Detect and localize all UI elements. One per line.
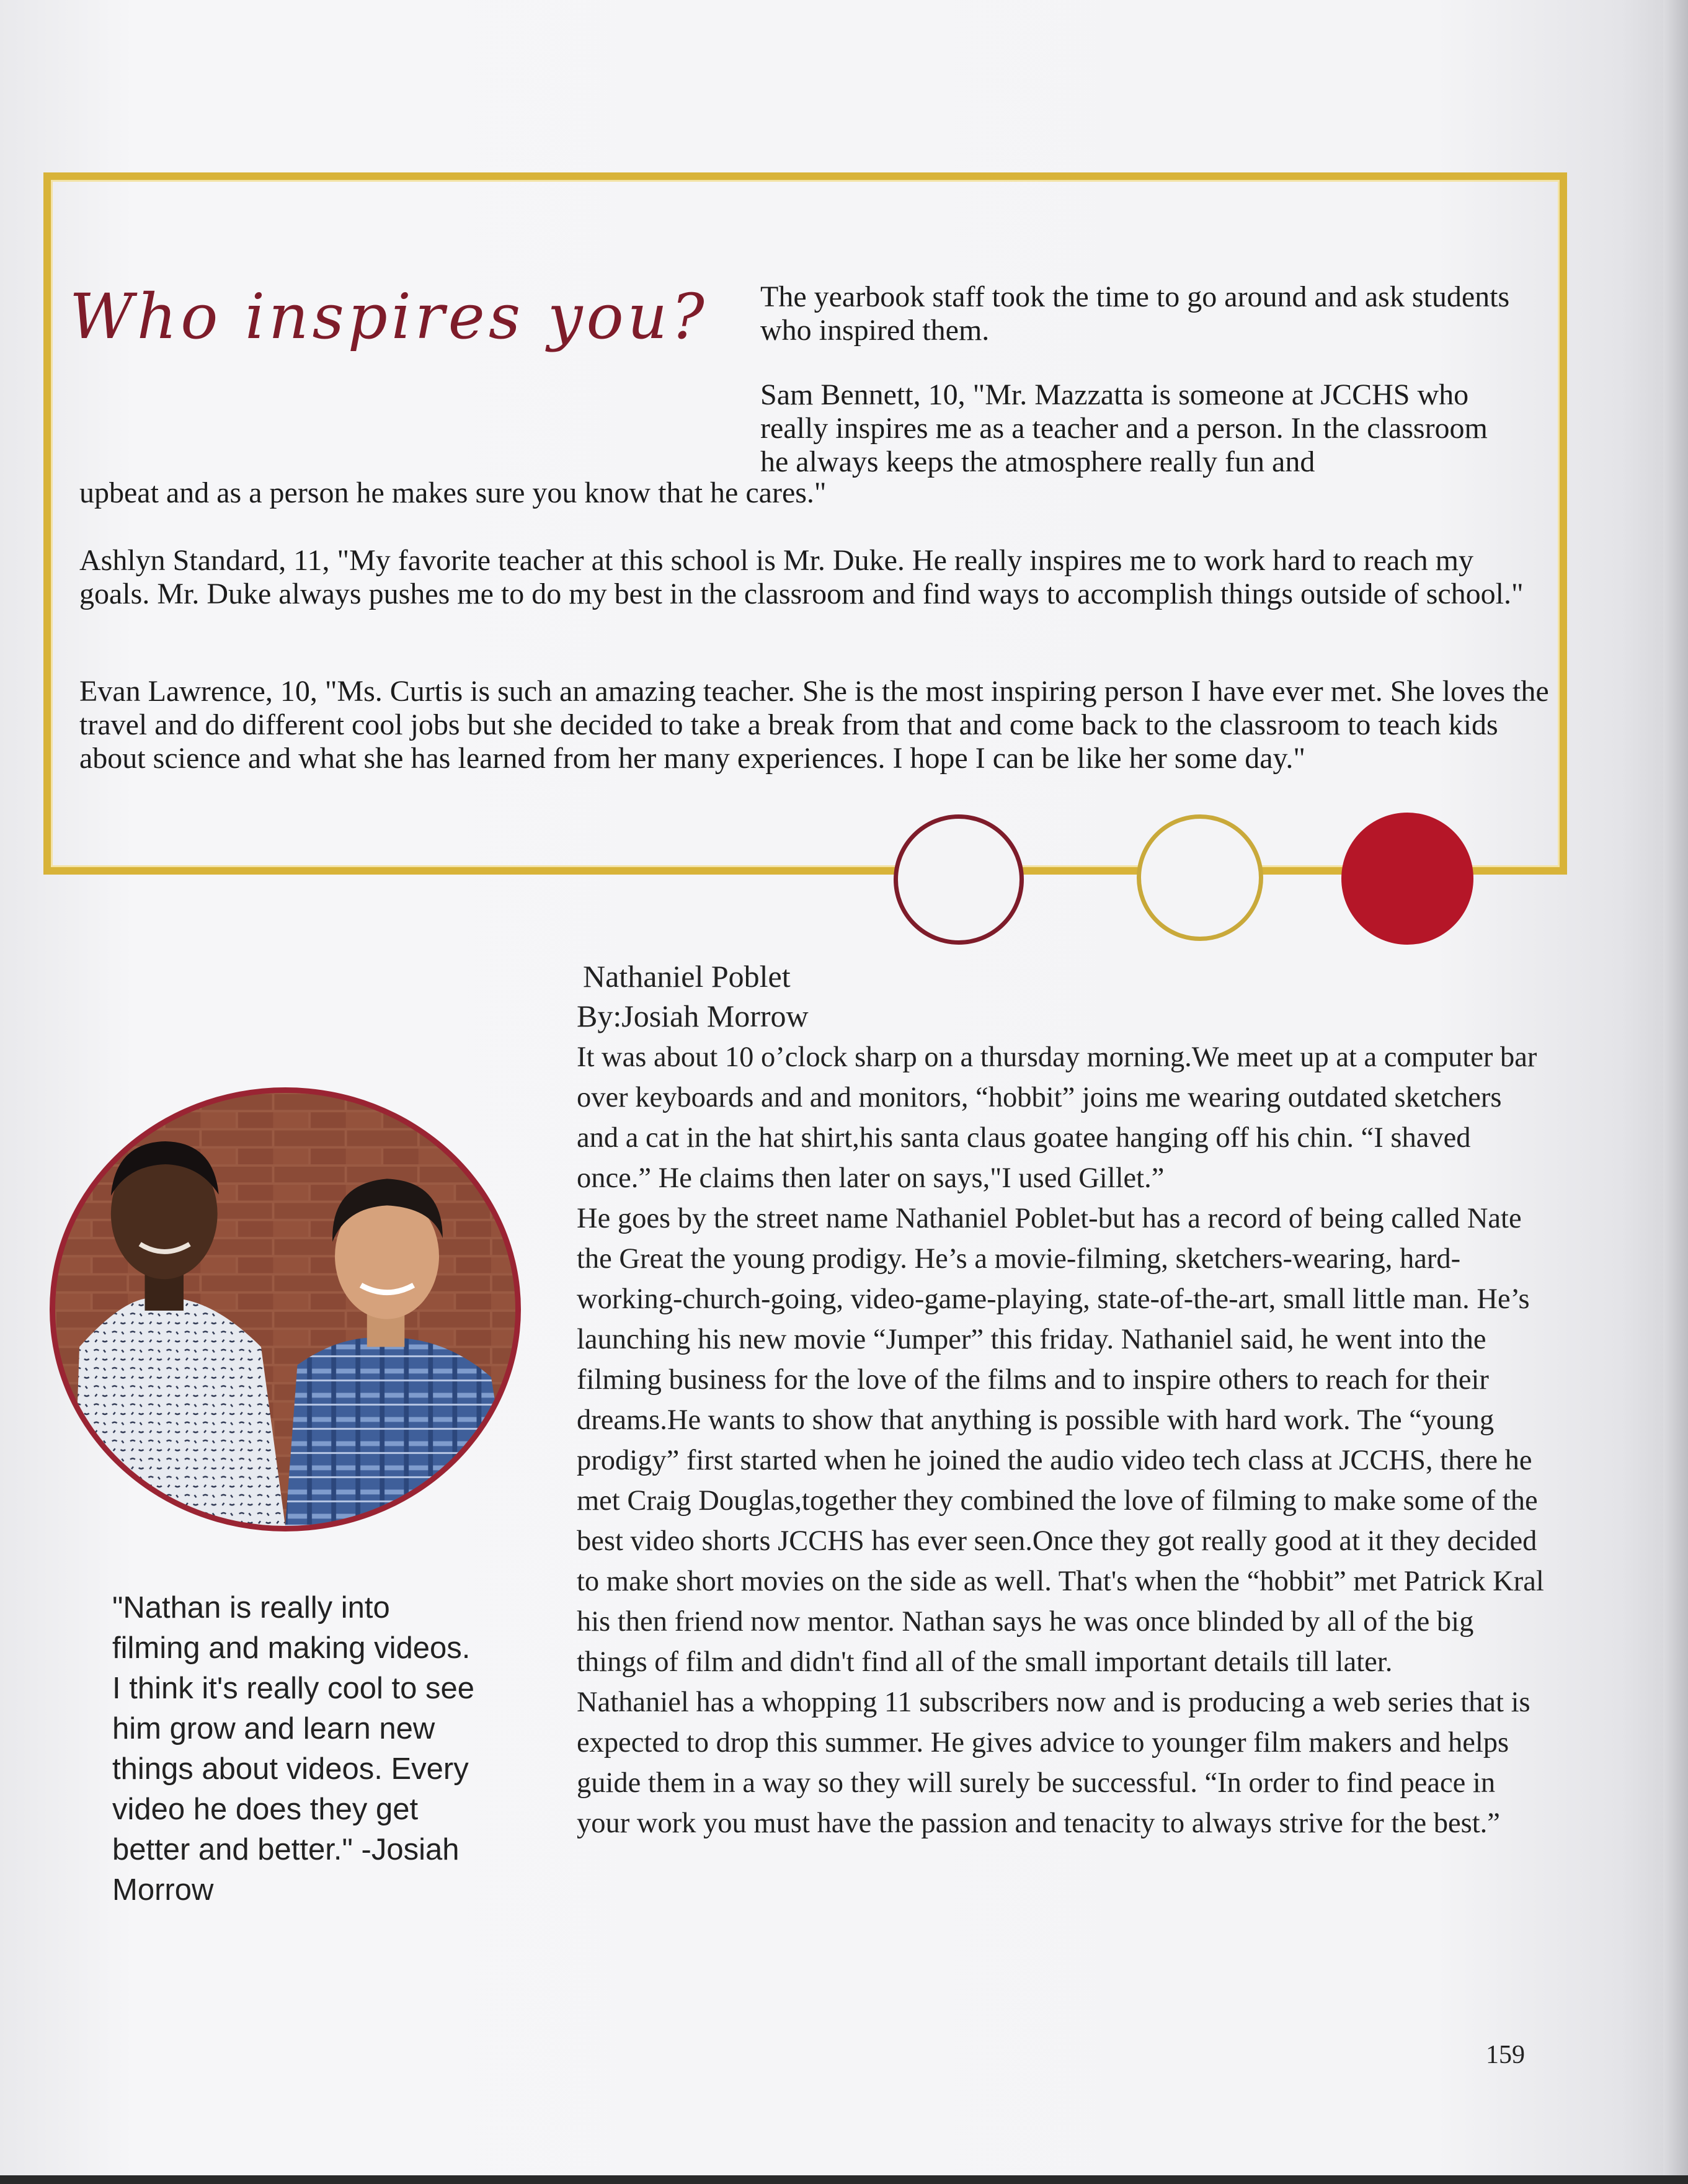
gold-ring-decoration (1137, 814, 1263, 941)
quote-sam-bennett: Sam Bennett, 10, "Mr. Mazzatta is someone at JCCHS who really inspires me as a teacher and a person. In the classroom he always keeps the atmosphere really fun and (760, 378, 1488, 478)
quote-evan-lawrence: Evan Lawrence, 10, "Ms. Curtis is such an amazing teacher. She is the most inspiring person I have ever met. She loves the travel and do different cool jobs but she decided to take a break from that and come back to the classroom to teach kids about science and what she has learned from her many experiences. I hope I can be like her some day." (79, 675, 1549, 775)
feature-title: Who inspires you? (69, 280, 708, 353)
student-photo (50, 1087, 521, 1531)
article-body (577, 1037, 1550, 1843)
feature-intro: The yearbook staff took the time to go around and ask students who inspired them. (760, 280, 1510, 347)
page-number: 159 (1486, 2041, 1525, 2069)
photo-caption-quote: "Nathan is really into filming and making videos. I think it's really cool to see him grow and learn new things about videos. Every video he does they get better and better." -Josiah Morrow (112, 1591, 475, 1907)
article-byline: By:Josiah Morrow (577, 999, 809, 1033)
quote-sam-bennett-continued: upbeat and as a person he makes sure you know that he cares." (79, 476, 827, 509)
article-title: Nathaniel Poblet (583, 959, 791, 994)
red-dot-decoration (1341, 813, 1473, 945)
student-photo-illustration (55, 1093, 515, 1526)
page-bottom-edge (0, 2175, 1688, 2184)
maroon-ring-decoration (894, 814, 1024, 945)
quote-ashlyn-standard: Ashlyn Standard, 11, "My favorite teacher at this school is Mr. Duke. He really inspires me to work hard to reach my goals. Mr. Duke always pushes me to do my best in the classroom and find ways to accomplish things outside of school." (79, 544, 1524, 610)
article-paragraph: He goes by the street name Nathaniel Poblet-but has a record of being called Nate the Great the young prodigy. He’s a movie-filming, sketchers-wearing, hard-working-church-going, video-game-playing, state-of-the-art, small little man. He’s launching his new movie “Jumper” this friday. Nathaniel said, he went into the filming business for the love of the films and to inspire others to reach for their dreams.He wants to show that anything is possible with hard work. The “young prodigy” first started when he joined the audio video tech class at JCCHS, there he met Craig Douglas,together they combined the love of filming to make some of the best video shorts JCCHS has ever seen.Once they got really good at it they decided to make short movies on the side as well. That's when the “hobbit” met Patrick Kral his then friend now mentor. Nathan says he was once blinded by all of the big things of film and didn't find all of the small important details till later. (577, 1203, 1544, 1678)
article-paragraph: It was about 10 o’clock sharp on a thursday morning.We meet up at a computer bar over keyboards and and monitors, “hobbit” joins me wearing outdated sketchers and a cat in the hat shirt,his santa claus goatee hanging off his chin. “I shaved once.” He claims then later on says,"I used Gillet.” (577, 1041, 1537, 1194)
article-paragraph: Nathaniel has a whopping 11 subscribers now and is producing a web series that is expected to drop this summer. He gives advice to younger film makers and helps guide them in a way so they will surely be successful. “In order to find peace in your work you must have the passion and tenacity to always strive for the best.” (577, 1687, 1530, 1839)
page-edge (1663, 0, 1688, 2184)
